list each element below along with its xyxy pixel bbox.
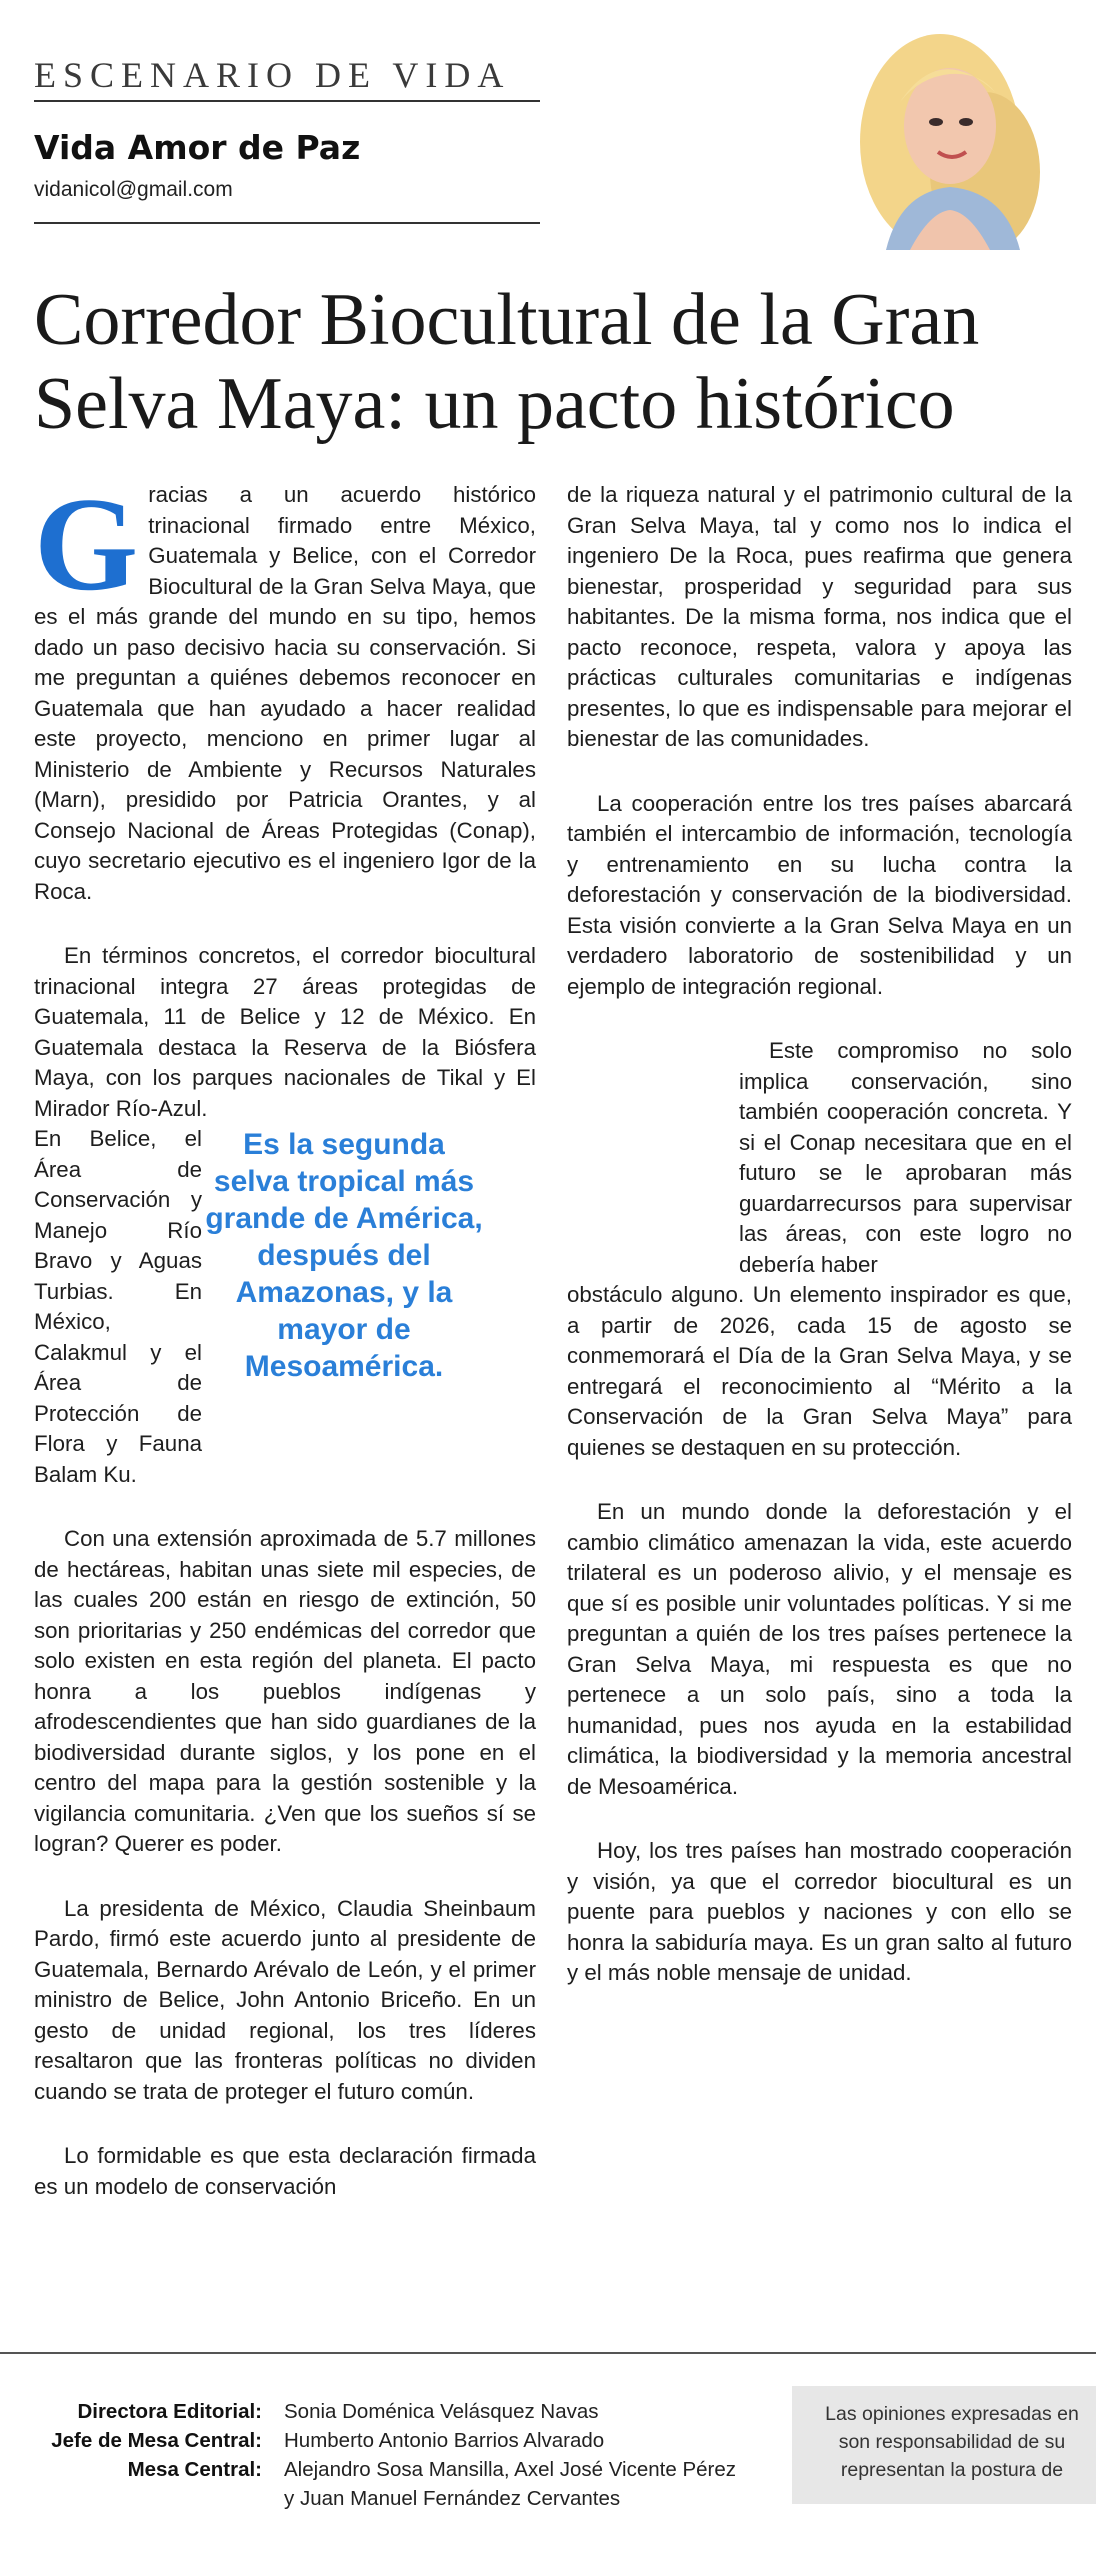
credits (0, 2397, 790, 2513)
section-title: ESCENARIO DE VIDA (34, 55, 511, 95)
disclaimer-line: son responsabilidad de su (838, 2431, 1066, 2453)
column-left (34, 470, 536, 2236)
paragraph-text: En Belice, el Área de Conservación y Manejo Río Bravo y Aguas Turbias. En México, Calakmul y el Área de Protección de Flora y Fauna Balam Ku. (34, 1126, 202, 1487)
author-name: Vida Amor de Paz (34, 128, 361, 167)
paragraph-wrap (567, 1036, 1072, 1280)
paragraph-text: En términos concretos, el corredor biocultural trinacional integra 27 áreas protegidas de Guatemala, 11 de Belice y 12 de México. En Guatemala destaca la Reserva de la Biósfera Maya, con los parques nacionales de Tikal y El Mirador Río-Azul. (34, 943, 536, 1121)
credit-row (0, 2455, 790, 2484)
pull-quote (205, 1126, 483, 1385)
credit-value: y Juan Manuel Fernández Cervantes (284, 2487, 621, 2510)
disclaimer-line: Las opiniones expresadas en (825, 2403, 1079, 2425)
column-right (567, 480, 1072, 2023)
paragraph-text: Lo formidable es que esta declaración firmada es un modelo de conservación (34, 2143, 536, 2199)
paragraph (567, 1497, 1072, 1802)
paragraph-text: Hoy, los tres países han mostrado cooperación y visión, ya que el corredor biocultural es un puente para pueblos y naciones y con ello se honra la sabiduría maya. Es un gran salto al futuro y el más noble mensaje de unidad. (567, 1838, 1072, 1985)
drop-cap: G (34, 470, 139, 618)
paragraph (567, 1836, 1072, 1989)
headline-line-1: Corredor Biocultural de la Gran (34, 279, 980, 361)
headline (34, 278, 1096, 446)
paragraph-text: La cooperación entre los tres países abarcará también el intercambio de información, tecnología y entrenamiento en su lucha contra la deforestación y conservación de la biodiversidad. Esta visión convierte a la Gran Selva Maya en un verdadero laboratorio de sostenibilidad y un ejemplo de integración regional. (567, 790, 1072, 999)
credit-label: Jefe de Mesa Central: (51, 2429, 262, 2452)
paragraph (567, 1036, 1072, 1280)
credit-value: Alejandro Sosa Mansilla, Axel José Vicente Pérez (284, 2458, 737, 2481)
headline-line-2: Selva Maya: un pacto histórico (34, 363, 955, 445)
paragraph-text: racias a un acuerdo histórico trinacional firmado entre México, Guatemala y Belice, con el Corredor Biocultural de la Gran Selva Maya, que es el más grande del mundo en su tipo, hemos dado un paso decisivo hacia su conservación. Si me preguntan a quiénes debemos reconocer en Guatemala que han ayudado a hacer realidad este proyecto, menciono en primer lugar al Ministerio de Ambiente y Recursos Naturales (Marn), presidido por Patricia Orantes, y al Consejo Nacional de Áreas Protegidas (Conap), cuyo secretario ejecutivo es el ingeniero Igor de la Roca. (34, 482, 536, 904)
credit-label (0, 2484, 284, 2513)
paragraph (34, 1124, 202, 1490)
author-email[interactable]: vidanicol@gmail.com (34, 178, 233, 201)
paragraph (567, 789, 1072, 1003)
credit-value: Humberto Antonio Barrios Alvarado (284, 2429, 605, 2452)
author-photo (790, 22, 1096, 250)
paragraph (567, 1280, 1072, 1463)
disclaimer-box (792, 2386, 1096, 2504)
paragraph (34, 1524, 536, 1860)
disclaimer-line: representan la postura de (840, 2459, 1064, 2481)
pull-quote-text: Es la segunda selva tropical más grande de América, después del Amazonas, y la mayor de Mesoamérica. (205, 1128, 483, 1383)
credit-value: Sonia Doménica Velásquez Navas (284, 2400, 599, 2423)
paragraph (34, 470, 536, 907)
paragraph-text: En un mundo donde la deforestación y el cambio climático amenazan la vida, este acuerdo trilateral es un poderoso alivio, y el mensaje es que sí es posible unir voluntades políticas. Y si me preguntan a quién de los tres países pertenece la Gran Selva Maya, mi respuesta es que no pertenece a un solo país, sino a toda la humanidad, pues nos ayuda en la estabilidad climática, la biodiversidad y la memoria ancestral de Mesoamérica. (567, 1499, 1072, 1799)
paragraph-text: obstáculo alguno. Un elemento inspirador es que, a partir de 2026, cada 15 de agosto se conmemorará el Día de la Gran Selva Maya, y se entregará el reconocimiento al “Mérito a la Conservación de la Gran Selva Maya” para quienes se destaquen en su protección. (567, 1282, 1072, 1460)
credit-row (0, 2397, 790, 2426)
paragraph-text: Con una extensión aproximada de 5.7 millones de hectáreas, habitan unas siete mil especies, de las cuales 200 están en riesgo de extinción, 50 son prioritarias y 250 endémicas del corredor que solo existen en esta región del planeta. El pacto honra a los pueblos indígenas y afrodescendientes que han sido guardianes de la biodiversidad durante siglos, y los pone en el centro del mapa para la gestión sostenible y la vigilancia comunitaria. ¿Ven que los sueños sí se logran? Querer es poder. (34, 1526, 536, 1856)
paragraph (34, 1894, 536, 2108)
section-rule-top (34, 100, 540, 102)
paragraph (34, 2141, 536, 2202)
credit-row (0, 2426, 790, 2455)
credit-label: Directora Editorial: (77, 2400, 262, 2423)
paragraph (567, 480, 1072, 755)
section-rule-bottom (34, 222, 540, 224)
credit-label: Mesa Central: (127, 2458, 262, 2481)
paragraph-text: de la riqueza natural y el patrimonio cultural de la Gran Selva Maya, tal y como nos lo indica el ingeniero De la Roca, pues reafirma que genera bienestar, prosperidad y seguridad para sus habitantes. De la misma forma, nos indica que el pacto reconoce, respeta, valora y apoya las prácticas culturales comunitarias e indígenas presentes, lo que es indispensable para mejorar el bienestar de las comunidades. (567, 482, 1072, 751)
paragraph-text: La presidenta de México, Claudia Sheinbaum Pardo, firmó este acuerdo junto al presidente de Guatemala, Bernardo Arévalo de León, y el primer ministro de Belice, John Antonio Briceño. En un gesto de unidad regional, los tres líderes resaltaron que las fronteras políticas no dividen cuando se trata de proteger el futuro común. (34, 1895, 536, 2104)
paragraph (34, 941, 536, 1124)
footer-rule (0, 2352, 1096, 2354)
pull-quote-spacer (567, 1067, 739, 1277)
credit-row (0, 2484, 790, 2513)
paragraph-text: Este compromiso no solo implica conservación, sino también cooperación concreta. Y si el Conap necesitara que en el futuro se le aprobaran más guardarrecursos para supervisar las áreas, con este logro no debería haber (739, 1038, 1072, 1277)
